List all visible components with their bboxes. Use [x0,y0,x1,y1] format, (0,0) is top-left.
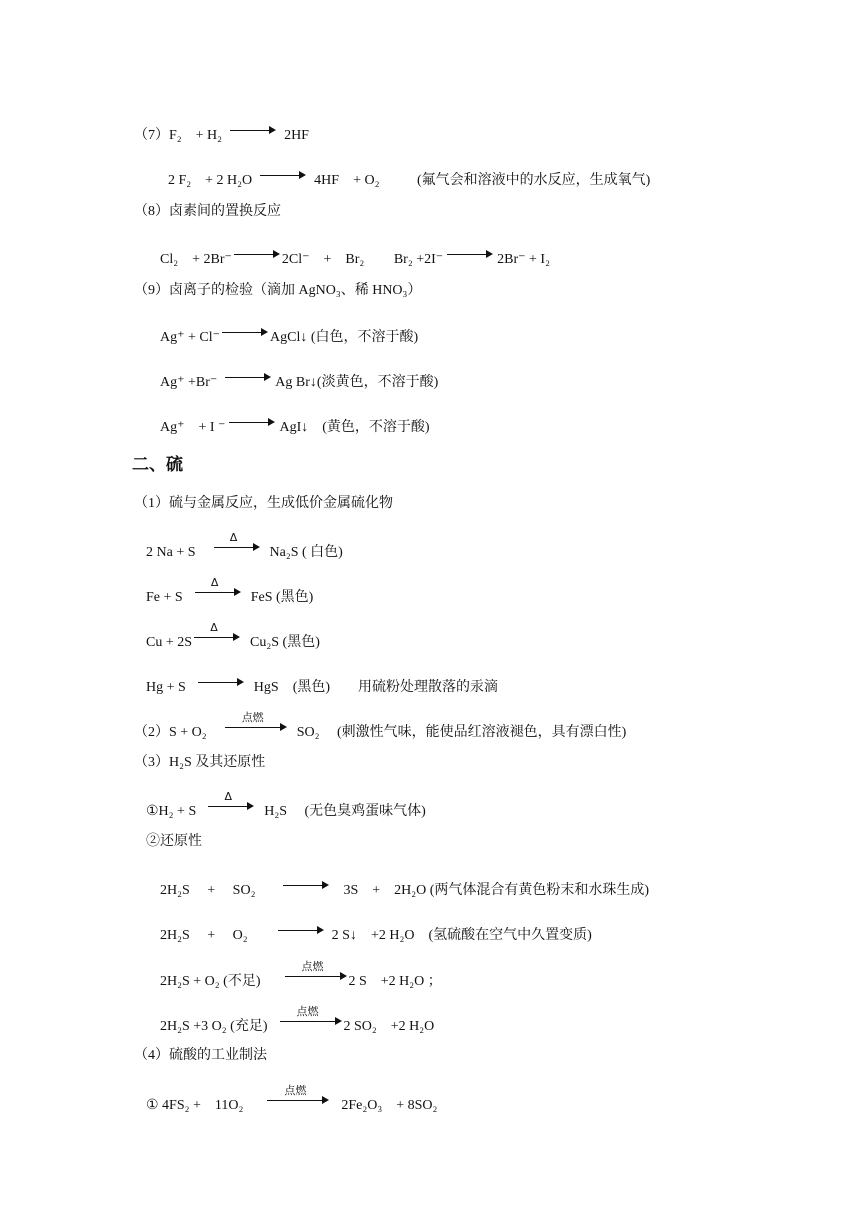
products: 2HF [284,128,309,143]
reaction-7 [134,119,309,146]
reaction-arrow [198,671,244,691]
reaction-7b [168,164,650,191]
products: FeS (黑色) [250,590,314,605]
reactants: Ag⁺ + I ⁻ [160,420,226,435]
reaction-s3d [160,919,592,946]
reaction-s1b [146,576,314,608]
reaction-arrow [447,243,493,263]
products: 4HF + O₂ [314,173,380,188]
reaction-arrow [195,576,241,601]
reactants: ① 4FS₂ + 11O₂ [146,1098,244,1113]
reaction-s3c [160,874,649,901]
reactants: 2H₂S + SO₂ [160,883,256,898]
reaction-arrow [214,531,260,556]
reaction-s4a [146,1084,438,1116]
reaction-condition: Δ [229,531,238,544]
section-9-title: （9）卤离子的检验（滴加 AgNO₃、稀 HNO₃） [134,283,422,298]
reaction-s3f [160,1005,435,1037]
reaction-s3e [160,960,442,992]
reactants-2: Br₂ +2I⁻ [393,252,444,267]
reactants: （7）F₂ + H₂ [134,128,223,143]
reaction-s1a [146,531,343,563]
products: SO₂ (刺激性气味，能使品红溶液褪色，具有漂白性) [296,725,627,740]
reaction-arrow [225,366,271,386]
products: AgI↓ (黄色，不溶于酸) [279,420,430,435]
products: Na₂S ( 白色) [269,545,343,560]
reaction-9c [160,411,430,438]
section-heading: 二、硫 [132,455,183,475]
reactants: （2）S + O₂ [134,725,207,740]
products: H₂S (无色臭鸡蛋味气体) [264,804,426,819]
reaction-arrow [230,119,276,139]
reaction-arrow [267,1084,329,1109]
products: 2Fe₂O₃ + 8SO₂ [341,1098,438,1113]
reactants: Ag⁺ +Br⁻ [160,375,218,390]
reactants: 2H₂S + O₂ (不足) [160,974,261,989]
reaction-condition: 点燃 [241,711,264,724]
reaction-arrow [285,960,347,985]
reaction-9b [160,366,438,393]
reaction-arrow [234,243,280,263]
products: AgCl↓ (白色，不溶于酸) [270,330,419,345]
reaction-s2 [134,711,627,743]
reactants: Hg + S [146,680,186,695]
reaction-arrow [208,790,254,815]
section-s4-title: （4）硫酸的工业制法 [134,1048,267,1063]
products: 2 SO₂ +2 H₂O [343,1019,435,1034]
reaction-arrow [280,1005,342,1030]
reaction-condition: 点燃 [301,960,324,973]
section-s1-title: （1）硫与金属反应，生成低价金属硫化物 [134,496,393,511]
subsection-title: ②还原性 [146,834,202,849]
reaction-arrow [283,874,329,894]
reactants: Fe + S [146,590,183,605]
section-s3-title: （3）H₂S 及其还原性 [134,755,266,770]
reaction-condition: 点燃 [296,1005,319,1018]
reaction-8 [160,243,550,270]
products: Cu₂S (黑色) [250,635,320,650]
reaction-condition: Δ [210,621,218,634]
reaction-arrow [278,919,324,939]
products: 3S + 2H₂O (两气体混合有黄色粉末和水珠生成) [343,883,650,898]
reactants: 2 F₂ + 2 H₂O [168,173,253,188]
reactants: Ag⁺ + Cl⁻ [160,330,221,345]
reaction-condition: 点燃 [284,1084,307,1097]
section-8-title: （8）卤素间的置换反应 [134,204,281,219]
reaction-arrow [194,621,240,646]
note: (氟气会和溶液中的水反应，生成氧气) [416,173,651,188]
products: 2 S↓ +2 H₂O (氢硫酸在空气中久置变质) [331,928,592,943]
products-2: 2Br⁻ + I₂ [497,252,550,267]
reactants: 2 Na + S [146,545,196,560]
products: HgS (黑色) 用硫粉处理散落的汞滴 [253,680,499,695]
reactants: 2H₂S +3 O₂ (充足) [160,1019,268,1034]
reaction-arrow [260,164,306,184]
products: 2Cl⁻ + Br₂ [281,252,365,267]
reaction-9a [160,321,418,348]
reaction-condition: Δ [210,576,219,589]
products: Ag Br↓(淡黄色，不溶于酸) [275,375,439,390]
reaction-s1d [146,671,498,698]
reaction-arrow [229,411,275,431]
reaction-arrow [222,321,268,341]
products: 2 S +2 H₂O ； [348,974,442,989]
reaction-arrow [225,711,287,736]
reactants: 2H₂S + O₂ [160,928,248,943]
reaction-condition: Δ [224,790,232,803]
reaction-s3a [146,790,426,822]
reactants: Cl₂ + 2Br⁻ [160,252,232,267]
reaction-s1c [146,621,320,653]
reactants: Cu + 2S [146,635,193,650]
reactants: ①H₂ + S [146,804,197,819]
